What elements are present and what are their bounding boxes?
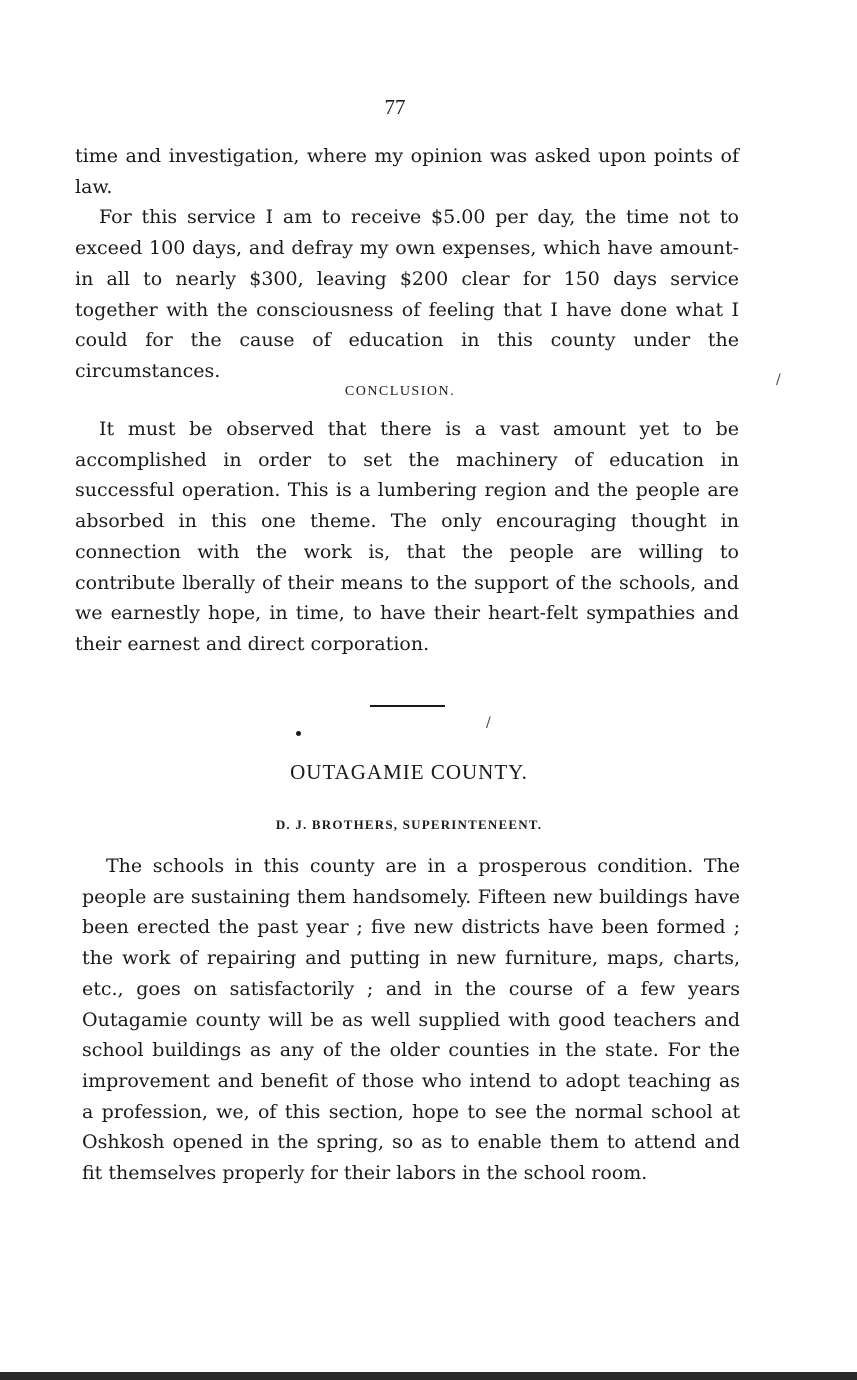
county-title: OUTAGAMIE COUNTY.	[290, 760, 528, 784]
page-number: 77	[384, 95, 406, 119]
conclusion-body	[75, 414, 739, 660]
report-continuation	[75, 141, 739, 387]
ink-mark: /	[776, 372, 781, 388]
paragraph-county: The schools in this county are in a prosperous condition. The people are sustaining them handsomely. Fifteen new buildings have been erected the past year ; five new districts have been formed ; the work of repairing and putting in new furniture, maps, charts, etc., goes on satisfactorily ; and in the course of a few years Outagamie county will be as well supplied with good teachers and school buildings as any of the older counties in the state. For the improvement and benefit of those who intend to adopt teaching as a profession, we, of this section, hope to see the normal school at Oshkosh opened in the spring, so as to enable them to attend and fit themselves properly for their labors in the school room.	[82, 855, 740, 1185]
county-report	[82, 851, 740, 1189]
paragraph-conclusion: It must be observed that there is a vast amount yet to be accomplished in order to set the machinery of education in successful operation. This is a lumbering region and the people are absorbed in this one theme. The only encouraging thought in connection with the work is, that the people are willing to contribute lberally of their means to the support of the schools, and we earnestly hope, in time, to have their heart-felt sympathies and their earnest and direct corporation.	[75, 418, 739, 655]
conclusion-heading: CONCLUSION.	[344, 384, 456, 399]
paragraph-service: For this service I am to receive $5.00 per day, the time not to exceed 100 days, and defray my own expenses, which have amount-in all to nearly $300, leaving $200 clear for 150 days service together with the consciousness of feeling that I have done what I could for the cause of education in this county under the circumstances.	[75, 206, 739, 382]
page-bottom-edge	[0, 1372, 857, 1380]
ink-speck	[296, 731, 301, 736]
section-divider	[370, 705, 445, 707]
superintendent-line: D. J. BROTHERS, SUPERINTENEENT.	[275, 817, 543, 832]
ink-mark: /	[486, 715, 491, 731]
paragraph-continuation: time and investigation, where my opinion was asked upon points of law.	[75, 145, 739, 198]
